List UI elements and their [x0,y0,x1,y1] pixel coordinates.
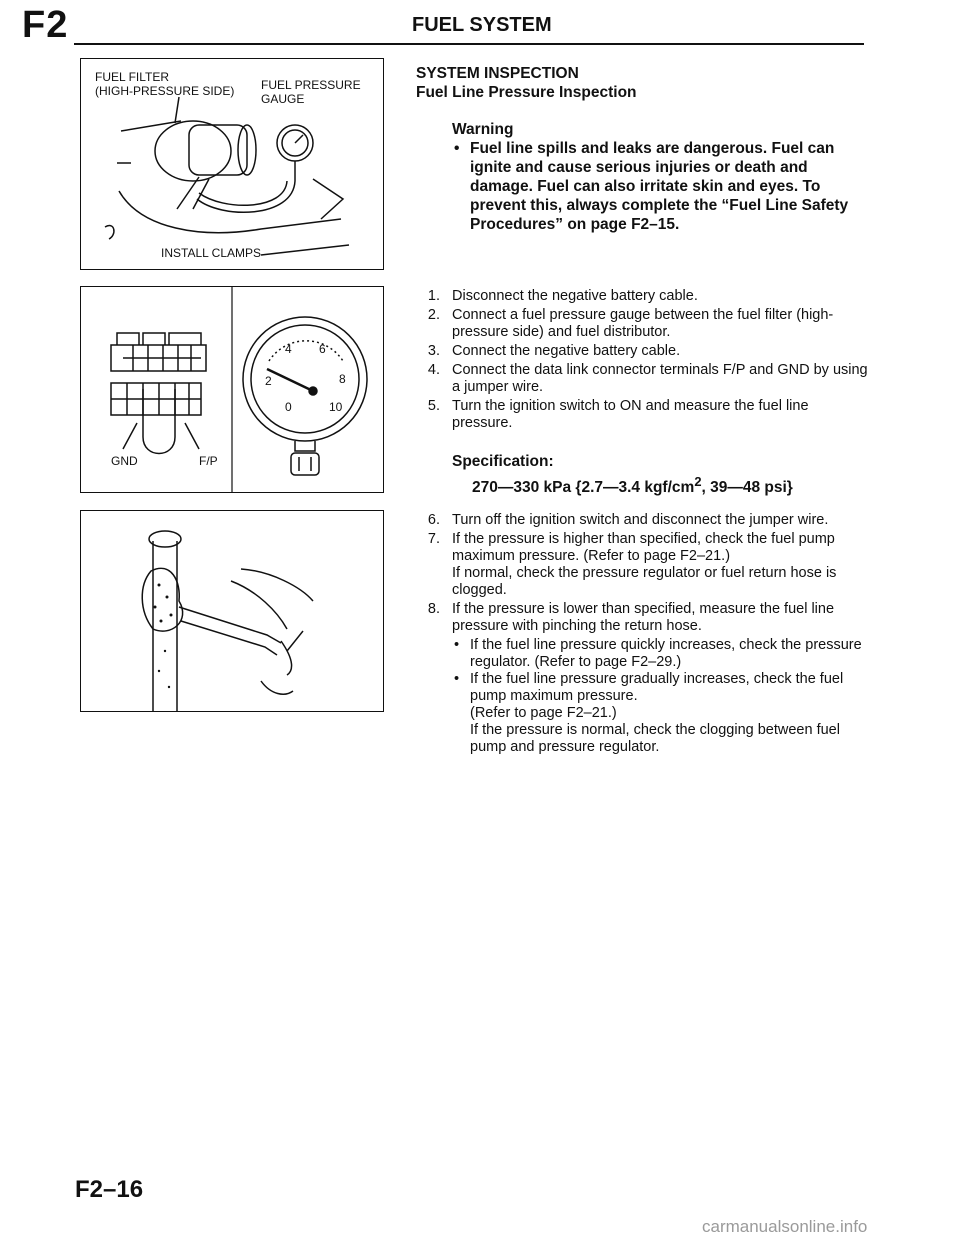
step-item: 4. Connect the data link connector terminals F/P and GND by using a jumper wire. [427,362,868,395]
sub-bullet: • If the fuel line pressure gradually increases, check the fuel pump maximum pressure. (Refer to page F2–21.) If the pressure is normal, check the clogging between fuel pump and pressure regulator. [452,671,868,756]
data-link-connector-icon [111,333,206,454]
steps-list-a [416,288,868,434]
system-inspection-heading: SYSTEM INSPECTION [416,65,579,82]
warning-title: Warning [452,121,514,138]
figure-fuel-pressure-gauge-install [80,58,384,270]
gauge-tick-2: 2 [265,374,272,388]
fuel-pressure-gauge-label-2: GAUGE [261,92,305,106]
warning-block [452,120,868,234]
fuel-filter-label: FUEL FILTER [95,70,170,84]
steps-list-b [416,512,868,758]
install-clamps-label: INSTALL CLAMPS [161,246,262,260]
header-rule [74,43,864,45]
connector-gauge-illustration [81,287,383,492]
section-code: F2 [22,4,69,46]
pinch-hose-illustration [81,511,383,711]
step-item: 1. Disconnect the negative battery cable. [427,288,698,304]
page-number: F2–16 [75,1176,144,1203]
step-item: 7. If the pressure is higher than specified, check the fuel pump maximum pressure. (Refer to page F2–21.) If normal, check the pressure regulator or fuel return hose is clogged. [416,531,868,599]
step-note: If normal, check the pressure regulator or fuel return hose is clogged. [452,565,837,598]
gauge-tick-4: 4 [285,342,292,356]
section-heading [416,64,637,102]
figure-pinching-return-hose [80,510,384,712]
step-item: 3. Connect the negative battery cable. [427,343,681,359]
fuel-line-pressure-subheading: Fuel Line Pressure Inspection [416,84,637,101]
gauge-tick-0: 0 [285,400,292,414]
step-item: 2. Connect a fuel pressure gauge between the fuel filter (high-pressure side) and fuel distributor. [427,307,834,340]
specification-block [452,452,793,498]
fuel-pressure-gauge-label: FUEL PRESSURE [261,78,361,92]
figure-connector-and-gauge [80,286,384,493]
watermark: carmanualsonline.info [702,1217,868,1236]
gauge-tick-6: 6 [319,342,326,356]
gauge-tick-8: 8 [339,372,346,386]
pressure-gauge-icon [243,317,367,475]
gnd-terminal-label: GND [111,454,138,468]
step-item: 6. Turn off the ignition switch and disconnect the jumper wire. [427,512,829,528]
page-title: FUEL SYSTEM [412,14,552,36]
step-item: 5. Turn the ignition switch to ON and measure the fuel line pressure. [427,398,809,431]
step-item: 8. If the pressure is lower than specified, measure the fuel line pressure with pinching the return hose. • If the fuel line pressure quickly increases, check the pressure regulator. (Refer to page F2–29.) • If the fuel line pressure gradually increases, check the fuel pump maximum pressure. (Refer to page F2–21.) If the pressure is normal, check the clogging between fuel pump and pressure regulator. [416,601,868,756]
specification-label: Specification: [452,453,554,470]
warning-text: • Fuel line spills and leaks are dangerous. Fuel can ignite and cause serious injuries or death and damage. Fuel can also irritate skin and eyes. To prevent this, always complete the “Fuel Line Safety Procedures” on page F2–15. [452,139,868,234]
specification-value: 270—330 kPa {2.7—3.4 kgf/$cm^2$, 39—48 psi} [472,474,793,497]
fuel-filter-side-label: (HIGH-PRESSURE SIDE) [95,84,235,98]
fp-terminal-label: F/P [199,454,218,468]
gauge-tick-10: 10 [329,400,343,414]
fuel-gauge-install-illustration [81,59,383,269]
sub-bullet: • If the fuel line pressure quickly increases, check the pressure regulator. (Refer to page F2–29.) [452,637,868,671]
